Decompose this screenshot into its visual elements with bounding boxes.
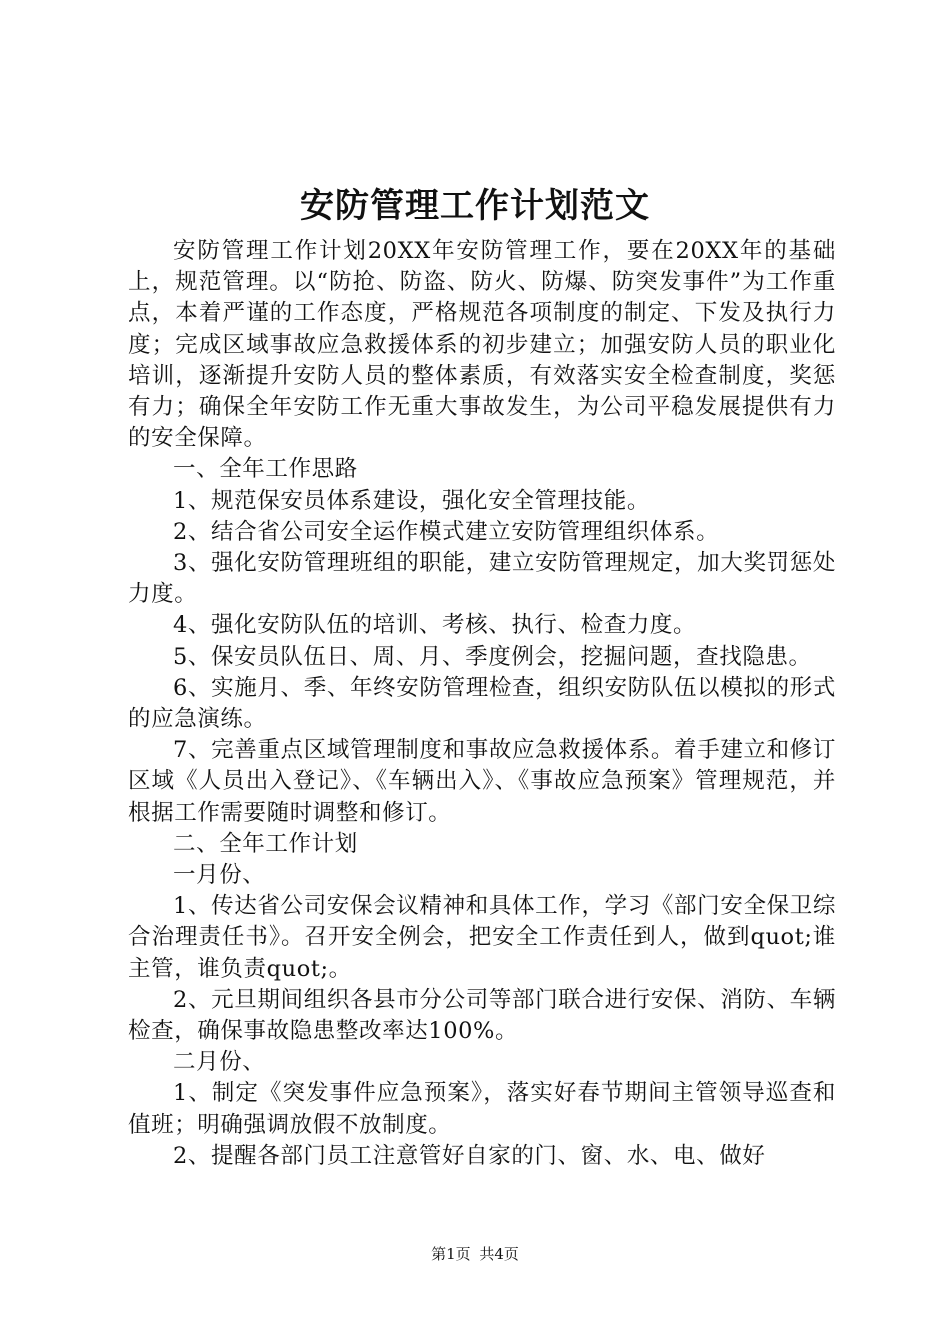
month-heading: 二月份、 — [173, 1049, 266, 1076]
page-number: 第1页 — [431, 1245, 471, 1263]
list-item: 2、提醒各部门员工注意管好自家的门、窗、水、电、做好 — [173, 1142, 766, 1169]
list-item: 5、保安员队伍日、周、月、季度例会，挖掘问题，查找隐患。 — [173, 643, 812, 670]
month-heading: 一月份、 — [173, 862, 266, 889]
page-total: 共4页 — [479, 1245, 519, 1263]
document-body — [128, 236, 836, 1172]
list-item: 6、实施月、季、年终安防管理检查，组织安防队伍以模拟的形式的应急演练。 — [128, 674, 836, 733]
intro-paragraph: 安防管理工作计划20XX年安防管理工作，要在20XX年的基础上，规范管理。以“防抢、防盗、防火、防爆、防突发事件”为工作重点，本着严谨的工作态度，严格规范各项制度的制定、下发及执行力度；完成区域事故应急救援体系的初步建立；加强安防人员的职业化培训，逐渐提升安防人员的整体素质，有效落实安全检查制度，奖惩有力；确保全年安防工作无重大事故发生，为公司平稳发展提供有力的安全保障。 — [128, 238, 836, 452]
list-item: 7、完善重点区域管理制度和事故应急救援体系。着手建立和修订区域《人员出入登记》、《车辆出入》、《事故应急预案》管理规范，并根据工作需要随时调整和修订。 — [128, 737, 836, 826]
list-item: 1、制定《突发事件应急预案》，落实好春节期间主管领导巡查和值班；明确强调放假不放制度。 — [128, 1080, 836, 1138]
list-item: 2、结合省公司安全运作模式建立安防管理组织体系。 — [173, 518, 720, 545]
section-heading-ideas: 一、全年工作思路 — [173, 456, 358, 483]
list-item: 1、规范保安员体系建设，强化安全管理技能。 — [173, 487, 650, 514]
document-title: 安防管理工作计划范文 — [300, 186, 650, 226]
section-heading-plan: 二、全年工作计划 — [173, 830, 358, 857]
list-item: 4、强化安防队伍的培训、考核、执行、检查力度。 — [173, 612, 697, 639]
list-item: 3、强化安防管理班组的职能，建立安防管理规定，加大奖罚惩处力度。 — [128, 550, 836, 608]
page-footer — [0, 1244, 950, 1264]
list-item: 1、传达省公司安保会议精神和具体工作，学习《部门安全保卫综合治理责任书》。召开安全例会，把安全工作责任到人，做到quot;谁主管，谁负责quot;。 — [128, 893, 836, 982]
list-item: 2、元旦期间组织各县市分公司等部门联合进行安保、消防、车辆检查，确保事故隐患整改率达100%。 — [128, 986, 836, 1045]
